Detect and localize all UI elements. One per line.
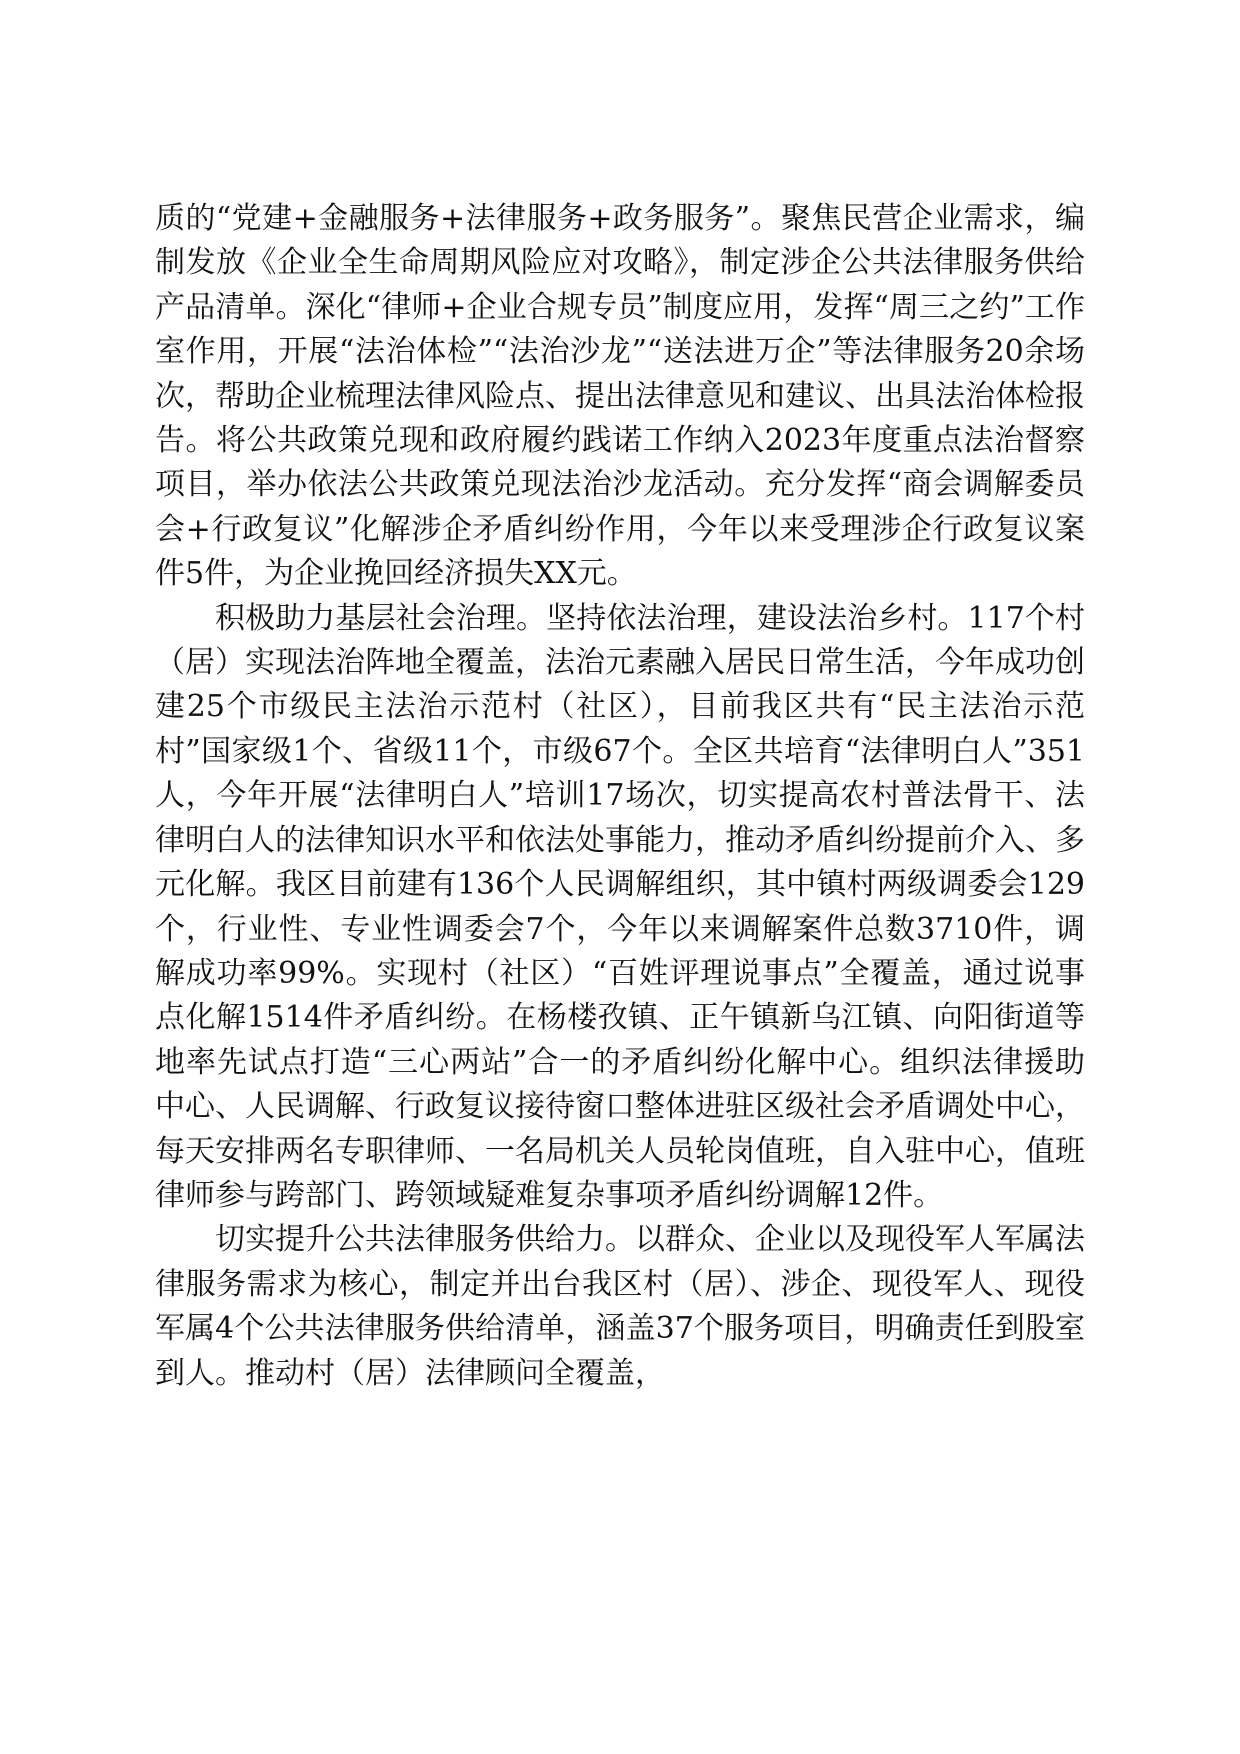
paragraph-3: 切实提升公共法律服务供给力。以群众、企业以及现役军人军属法律服务需求为核心，制定并出台我区村（居）、涉企、现役军人、现役军属4个公共法律服务供给清单，涵盖37个服务项目，明确责任到股室到人。推动村（居）法律顾问全覆盖， — [155, 1222, 1085, 1391]
paragraph-1: 质的“党建+金融服务+法律服务+政务服务”。聚焦民营企业需求，编制发放《企业全生命周期风险应对攻略》，制定涉企公共法律服务供给产品清单。深化“律师+企业合规专员”制度应用，发挥“周三之约”工作室作用，开展“法治体检”“法治沙龙”“送法进万企”等法律服务20余场次，帮助企业梳理法律风险点、提出法律意见和建议、出具法治体检报告。将公共政策兑现和政府履约践诺工作纳入2023年度重点法治督察项目，举办依法公共政策兑现法治沙龙活动。充分发挥“商会调解委员会+行政复议”化解涉企矛盾纠纷作用，今年以来受理涉企行政复议案件5件，为企业挽回经济损失XX元。 — [155, 201, 1085, 592]
document-page — [155, 197, 1085, 1396]
paragraph-2: 积极助力基层社会治理。坚持依法治理，建设法治乡村。117个村（居）实现法治阵地全覆盖，法治元素融入居民日常生活，今年成功创建25个市级民主法治示范村（社区），目前我区共有“民主法治示范村”国家级1个、省级11个，市级67个。全区共培育“法律明白人”351人，今年开展“法律明白人”培训17场次，切实提高农村普法骨干、法律明白人的法律知识水平和依法处事能力，推动矛盾纠纷提前介入、多元化解。我区目前建有136个人民调解组织，其中镇村两级调委会129个，行业性、专业性调委会7个，今年以来调解案件总数3710件，调解成功率99%。实现村（社区）“百姓评理说事点”全覆盖，通过说事点化解1514件矛盾纠纷。在杨楼孜镇、正午镇新乌江镇、向阳街道等地率先试点打造“三心两站”合一的矛盾纠纷化解中心。组织法律援助中心、人民调解、行政复议接待窗口整体进驻区级社会矛盾调处中心，每天安排两名专职律师、一名局机关人员轮岗值班，自入驻中心，值班律师参与跨部门、跨领域疑难复杂事项矛盾纠纷调解12件。 — [155, 600, 1085, 1213]
